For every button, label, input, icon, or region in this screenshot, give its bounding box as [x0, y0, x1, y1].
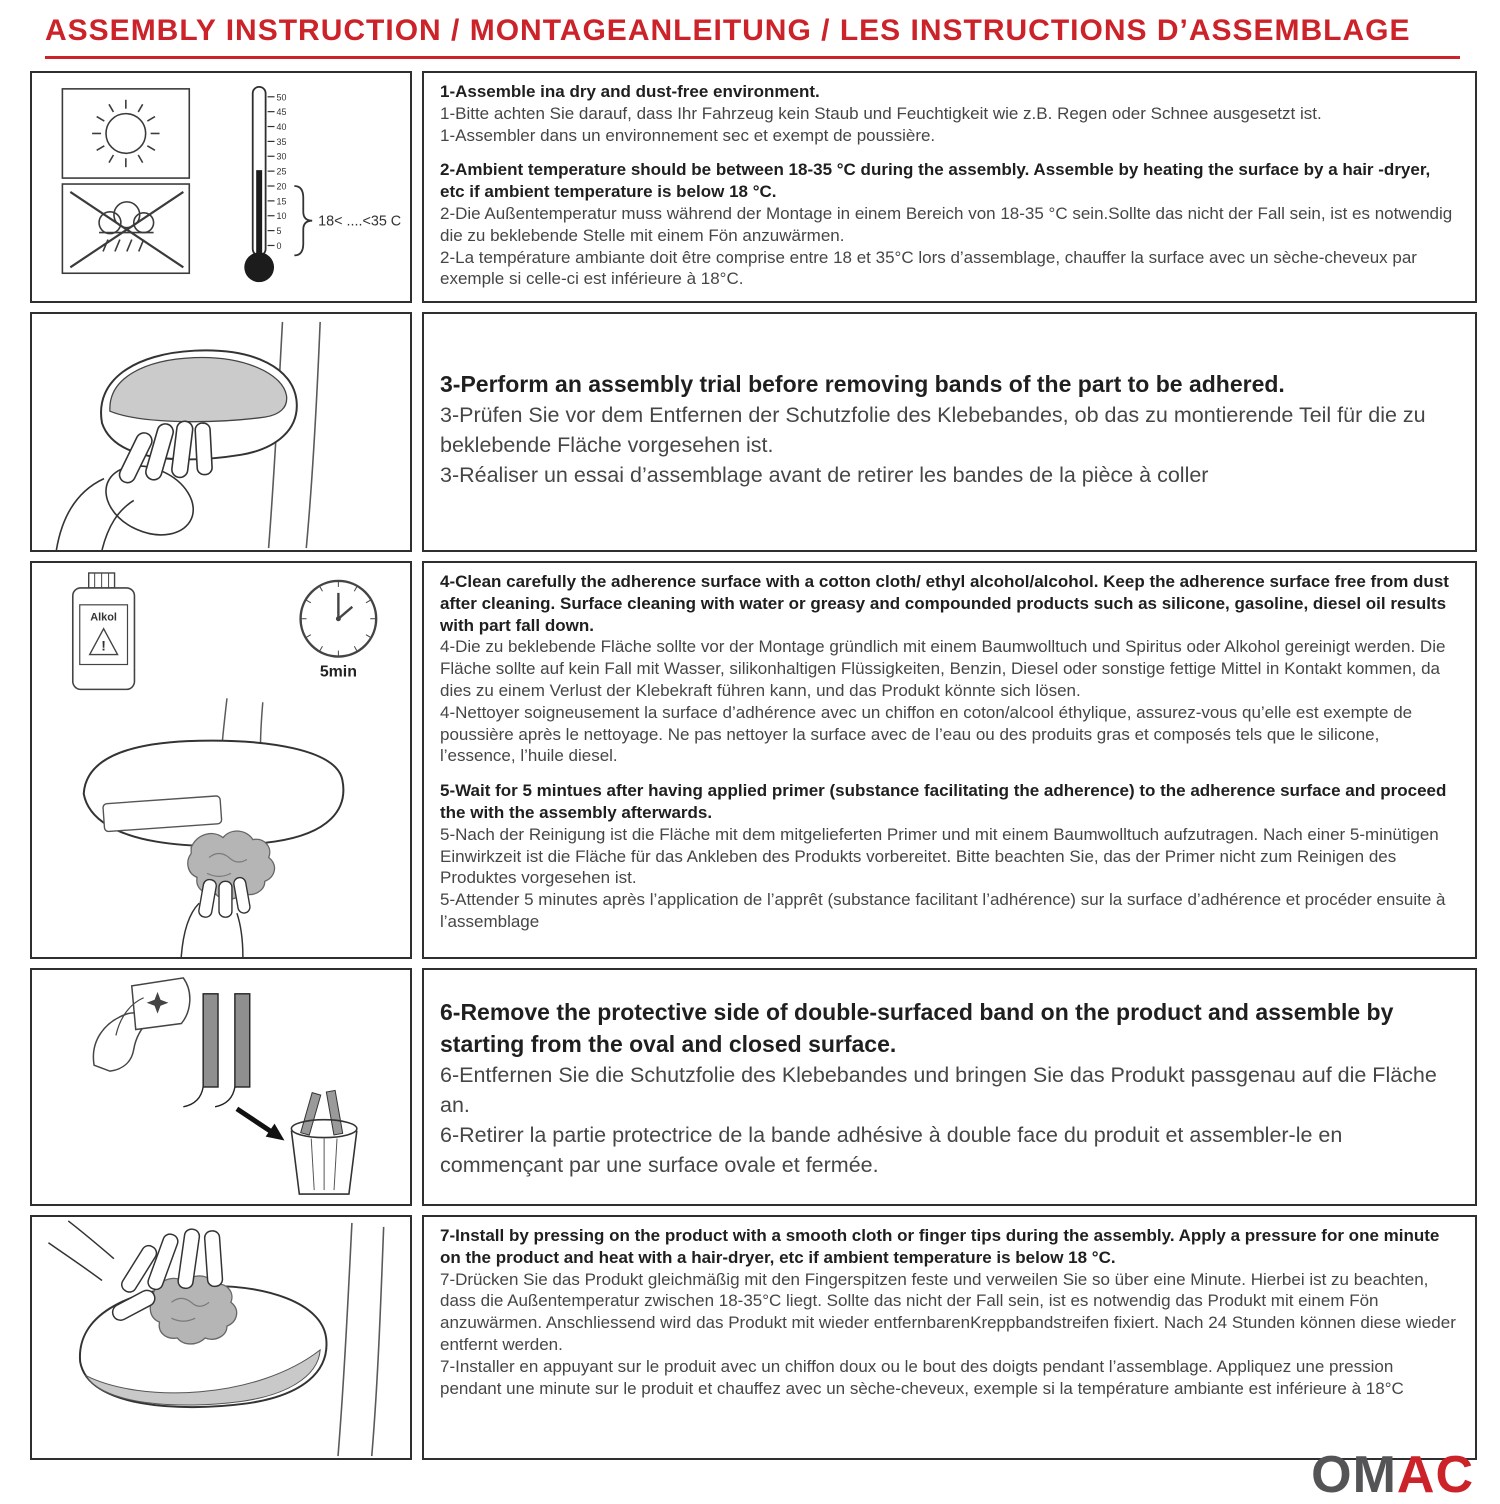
environment-illustration — [30, 71, 412, 303]
mirror-trial-drawing — [32, 314, 410, 550]
instruction-3-de: 3-Prüfen Sie vor dem Entfernen der Schutzfolie des Klebebandes, ob das zu montierende Teil für die zu beklebende Fläche vorgesehen ist. — [440, 403, 1426, 457]
assembly-trial-text — [422, 312, 1477, 552]
svg-text:5: 5 — [276, 226, 282, 237]
svg-text:10: 10 — [276, 211, 287, 222]
section-remove-band — [30, 968, 1477, 1206]
instruction-2-de: 2-Die Außentemperatur muss während der Montage in einem Bereich von 18-35 °C sein.Sollte das nicht der Fall sein, ist es notwendig die zu beklebende Stelle mit einem Fön anzuwärmen. — [440, 203, 1453, 245]
svg-text:35: 35 — [276, 136, 287, 147]
instruction-4-fr: 4-Nettoyer soigneusement la surface d’adhérence avec un chiffon en coton/alcool éthylique, assurez-vous qu’elle est exempte de poussière après le nettoyage. Ne pas nettoyer la surface avec de l’eau ou des produits gras et composés tels que le silicone, l’essence, l’huile diesel. — [440, 702, 1413, 766]
omac-logo-ac: AC — [1396, 1445, 1474, 1504]
range-brace — [294, 186, 312, 255]
press-mirror-drawing — [32, 1217, 410, 1458]
clean-surface-illustration — [30, 561, 412, 959]
svg-text:45: 45 — [276, 107, 287, 118]
trash-can-icon — [291, 1090, 356, 1194]
instruction-5-en: 5-Wait for 5 mintues after having applied primer (substance facilitating the adherence) to the adherence surface and proceed the with the assembly afterwards. — [440, 781, 1447, 822]
instruction-4-en: 4-Clean carefully the adherence surface with a cotton cloth/ ethyl alcohol/alcohol. Keep the adherence surface free from dust after cleaning. Surface cleaning with water or greasy and compounded products such as silicone, gasoline, diesel oil results with part fall down. — [440, 572, 1449, 635]
svg-text:20: 20 — [276, 181, 287, 192]
page-title: ASSEMBLY INSTRUCTION / MONTAGEANLEITUNG / LES INSTRUCTIONS D’ASSEMBLAGE — [45, 14, 1411, 47]
instruction-5-de: 5-Nach der Reinigung ist die Fläche mit dem mitgelieferten Primer und mit einem Baumwolltuch aufzutragen. Nach einer 5-minütigen Einwirkzeit ist die Fläche für das Ankleben des Produkts vorbereitet. Bitte beachten Sie, das der Primer nicht zum Reinigen des Produktes vorgesehen ist. — [440, 824, 1439, 888]
paragraph-gap — [440, 146, 1459, 159]
svg-text:15: 15 — [276, 196, 287, 207]
cleaning-drawing — [32, 563, 410, 957]
door-edge-lines — [338, 1223, 384, 1456]
svg-text:40: 40 — [276, 122, 287, 132]
arrow-icon — [237, 1109, 285, 1141]
omac-logo — [1311, 1445, 1474, 1504]
environment-text — [422, 71, 1477, 303]
omac-logo-om: OM — [1311, 1445, 1397, 1504]
svg-text:!: ! — [101, 637, 106, 654]
mirror-cleaning-icon — [84, 698, 344, 957]
instruction-7-en: 7-Install by pressing on the product with a smooth cloth or finger tips during the assembly. Apply a pressure for one minute on the product and heat with a hair-dryer, etc if ambient temperature is below 18 °C. — [440, 1226, 1440, 1267]
instruction-7-de: 7-Drücken Sie das Produkt gleichmäßig mit den Fingerspitzen feste und verweilen Sie so über eine Minute. Hierbei ist zu beachten, dass die Außentemperatur zwischen 18-35°C liegt. Sollte das nicht der Fall sein, ist es notwendig das Produkt mit einem Fön anzuwärmen. Anschliessend wird das Produkt mit wieder entfernbarenKreppbandstreifen fixiert. Nach 24 Stunden können diese wieder entfernt werden. — [440, 1269, 1456, 1354]
page-header — [45, 0, 1460, 59]
svg-text:0: 0 — [276, 240, 282, 251]
adhesive-strips-icon — [183, 994, 249, 1107]
press-install-illustration — [30, 1215, 412, 1460]
instruction-1-en: 1-Assemble ina dry and dust-free environment. — [440, 82, 820, 101]
clean-surface-text — [422, 561, 1477, 959]
instruction-1-fr: 1-Assembler dans un environnement sec et exempt de poussière. — [440, 125, 936, 145]
paragraph-gap — [440, 767, 1459, 780]
no-rain-icon — [70, 192, 183, 267]
assembly-trial-illustration — [30, 312, 412, 552]
instruction-3-en: 3-Perform an assembly trial before removing bands of the part to be adhered. — [440, 371, 1285, 397]
thermometer-icon — [244, 87, 401, 282]
instruction-4-de: 4-Die zu beklebende Fläche sollte vor der Montage gründlich mit einem Baumwolltuch und Spiritus oder Alkohol gereinigt werden. Die Fläche sollte auf kein Fall mit Wasser, silikonhaltigen Flüssigkeiten, Benzin, Diesel oder sonstige fettige Mittel in Kontakt kommen, da dies zu einem Verlust der Klebekraft führen kann, und das Produkt könnte sich lösen. — [440, 637, 1446, 700]
press-install-text — [422, 1215, 1477, 1460]
bottle-label: Alkol — [90, 611, 117, 624]
section-environment — [30, 71, 1477, 303]
clock-label: 5min — [319, 663, 357, 681]
svg-text:25: 25 — [276, 166, 287, 177]
section-press-install — [30, 1215, 1477, 1460]
alcohol-bottle-icon — [73, 573, 135, 689]
remove-band-text — [422, 968, 1477, 1206]
cloth-icon — [150, 1276, 236, 1344]
instruction-2-fr: 2-La température ambiante doit être comprise entre 18 et 35°C lors d’assemblage, chauffer la surface avec un sèche-cheveux par exemple si celle-ci est inférieure à 18°C. — [440, 247, 1417, 289]
svg-text:30: 30 — [276, 151, 287, 162]
instruction-3-fr: 3-Réaliser un essai d’assemblage avant de retirer les bandes de la pièce à coller — [440, 463, 1209, 487]
instruction-1-de: 1-Bitte achten Sie darauf, dass Ihr Fahrzeug kein Staub und Feuchtigkeit wie z.B. Regen oder Schnee ausgesetzt ist. — [440, 103, 1322, 123]
hand-with-film-icon — [93, 978, 189, 1071]
instruction-6-de: 6-Entfernen Sie die Schutzfolie des Klebebandes und bringen Sie das Produkt passgenau auf die Fläche an. — [440, 1063, 1437, 1117]
clock-icon — [301, 581, 377, 657]
instruction-2-en: 2-Ambient temperature should be between 18-35 °C during the assembly. Assemble by heating the surface by a hair -dryer, etc if ambient temperature is below 18 °C. — [440, 160, 1431, 202]
instruction-6-en: 6-Remove the protective side of double-surfaced band on the product and assemble by starting from the oval and closed surface. — [440, 999, 1394, 1057]
peel-tape-drawing — [32, 970, 410, 1204]
remove-band-illustration — [30, 968, 412, 1206]
instruction-7-fr: 7-Installer en appuyant sur le produit avec un chiffon doux ou le bout des doigts pendant l’assemblage. Appliquez une pression pendant une minute sur le produit et chauffez avec un sèche-cheveux, exemple si la température ambiante est inférieure à 18°C — [440, 1356, 1404, 1398]
sun-icon — [92, 100, 159, 167]
instruction-6-fr: 6-Retirer la partie protectrice de la bande adhésive à double face du produit et assembler-le en commençant par une surface ovale et fermée. — [440, 1123, 1343, 1177]
temperature-range-label: 18< ....<35 C — [318, 213, 402, 230]
environment-drawing — [32, 73, 410, 301]
section-assembly-trial — [30, 312, 1477, 552]
svg-text:50: 50 — [276, 92, 287, 103]
instruction-5-fr: 5-Attender 5 minutes après l’application de l’apprêt (substance facilitant l’adhérence) sur la surface d’adhérence et procéder ensuite à l’assemblage — [440, 890, 1446, 931]
section-clean-surface — [30, 561, 1477, 959]
instruction-rows — [0, 59, 1500, 1460]
